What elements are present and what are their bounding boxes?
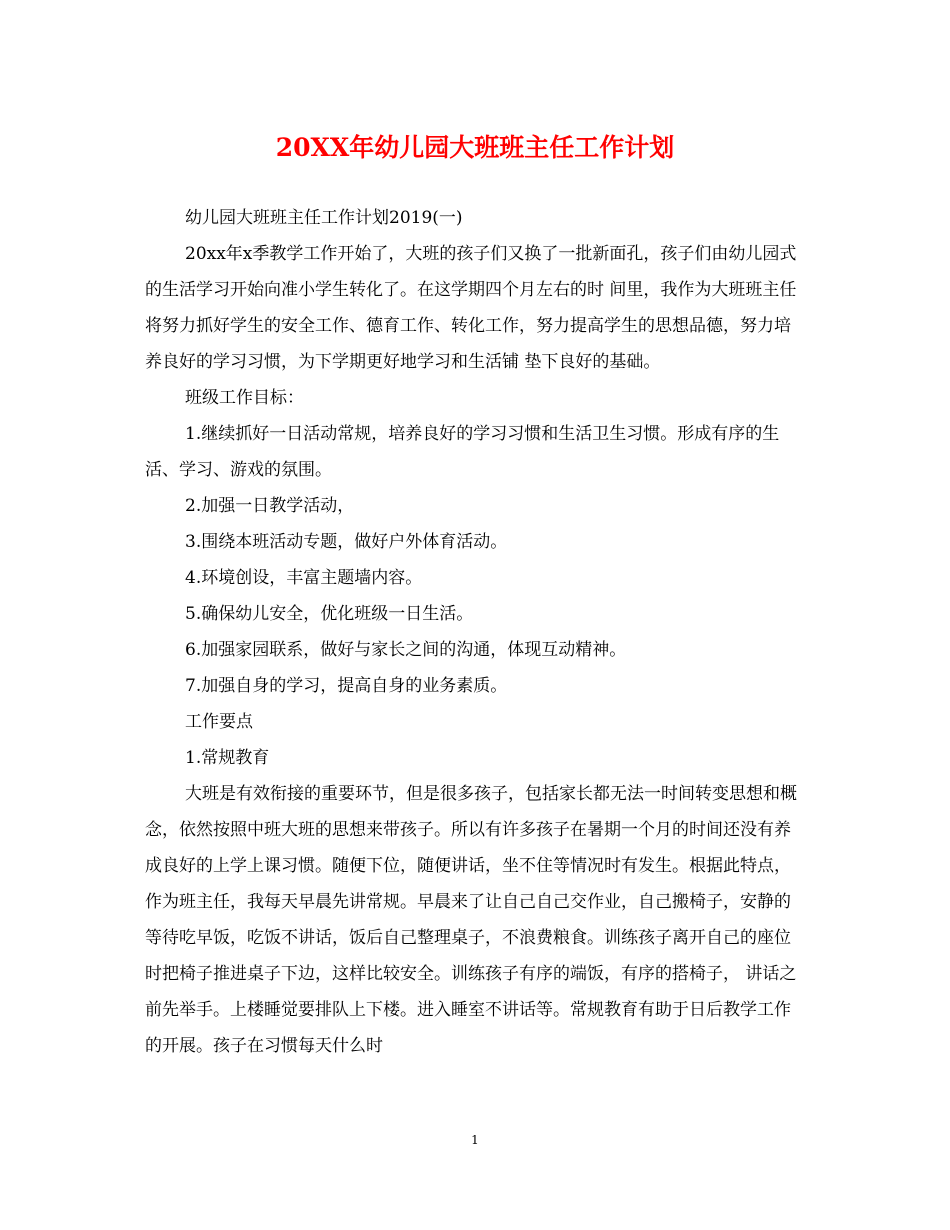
document-body [145,200,807,1064]
list-item: 6.加强家园联系，做好与家长之间的沟通，体现互动精神。 [185,640,627,660]
list-item: 3.围绕本班活动专题，做好户外体育活动。 [185,532,508,552]
section-heading: 班级工作目标： [185,388,304,408]
list-item: 2.加强一日教学活动， [185,496,355,516]
list-item: 7.加强自身的学习，提高自身的业务素质。 [185,676,508,696]
paragraph: 幼儿园大班班主任工作计划2019(一) [185,208,463,228]
section-heading: 工作要点 [185,712,253,732]
paragraph: 大班是有效衔接的重要环节，但是很多孩子，包括家长都无法一时间转变思想和概念，依然按照中班大班的思想来带孩子。所以有许多孩子在暑期一个月的时间还没有养成良好的上学上课习惯。随便下位，随便讲话，坐不住等情况时有发生。根据此特点，作为班主任，我每天早晨先讲常规。早晨来了让自己自己交作业，自己搬椅子，安静的等待吃早饭，吃饭不讲话，饭后自己整理桌子，不浪费粮食。训练孩子离开自己的座位时把椅子推进桌子下边，这样比较安全。训练孩子有序的端饭，有序的搭椅子， 讲话之前先举手。上楼睡觉要排队上下楼。进入睡室不讲话等。常规教育有助于日后教学工作的开展。孩子在习惯每天什么时 [145,784,797,1056]
list-item: 5.确保幼儿安全，优化班级一日生活。 [185,604,474,624]
list-item: 4.环境创设，丰富主题墙内容。 [185,568,423,588]
document-title: 20XX年幼儿园大班班主任工作计划 [275,133,675,162]
list-item: 1.继续抓好一日活动常规，培养良好的学习习惯和生活卫生习惯。形成有序的生活、学习、游戏的氛围。 [145,424,780,480]
paragraph: 20xx年x季教学工作开始了，大班的孩子们又换了一批新面孔，孩子们由幼儿园式的生活学习开始向准小学生转化了。在这学期四个月左右的时 间里，我作为大班班主任将努力抓好学生的安全工作、德育工作、转化工作，努力提高学生的思想品德，努力培养良好的学习习惯，为下学期更好地学习和生活铺 垫下良好的基础。 [145,244,797,372]
subsection-heading: 1.常规教育 [185,748,270,768]
page-number: 1 [471,1133,479,1147]
